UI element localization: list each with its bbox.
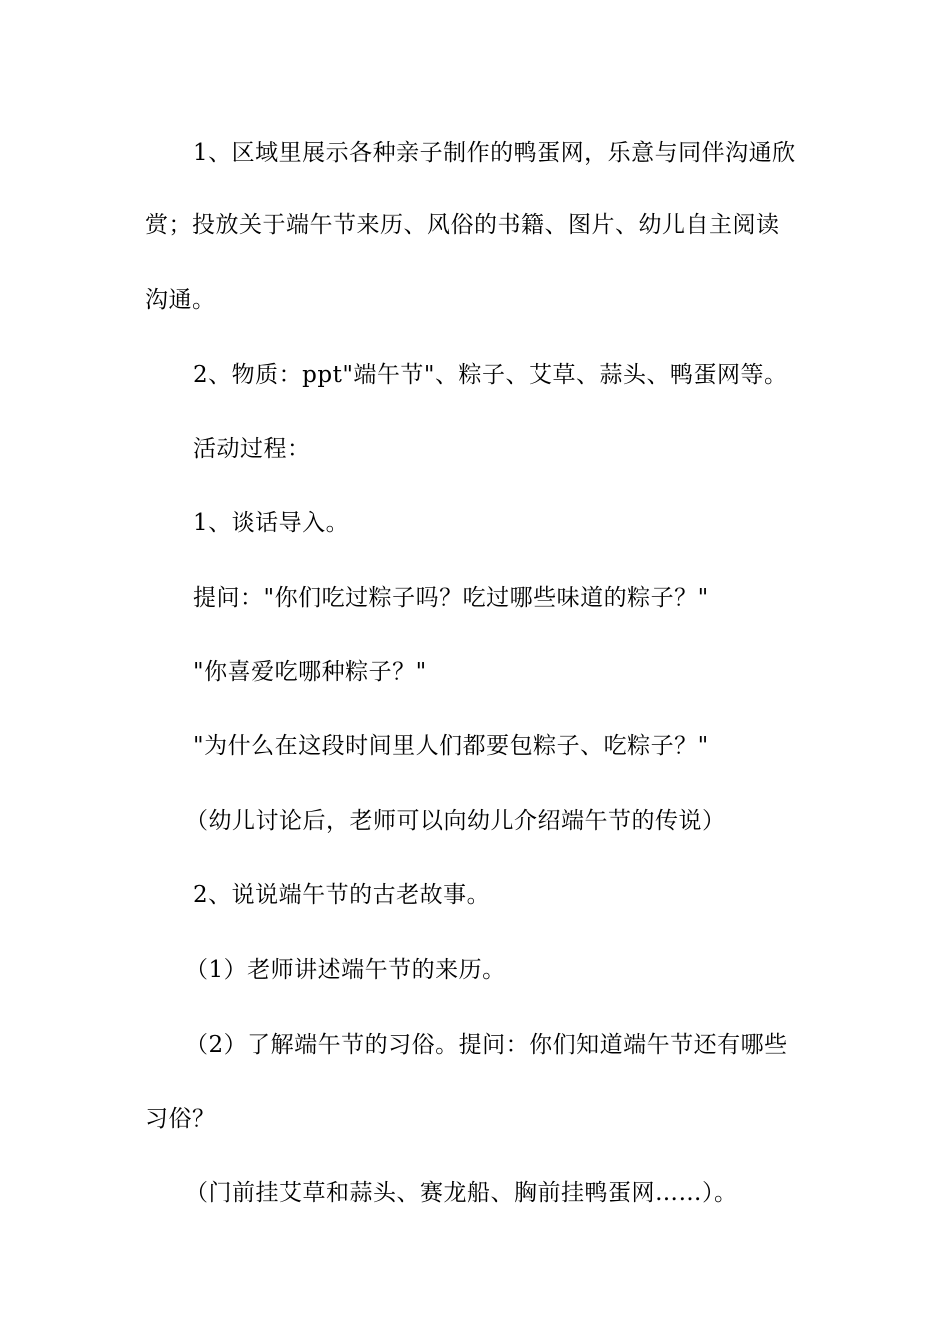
section-heading: 活动过程： [193, 436, 311, 462]
paragraph-line: （门前挂艾草和蒜头、赛龙船、胸前挂鸭蛋网……）。 [185, 1180, 738, 1206]
paragraph-line: （2）了解端午节的习俗。提问：你们知道端午节还有哪些 [185, 1032, 788, 1058]
paragraph-line: 1、区域里展示各种亲子制作的鸭蛋网，乐意与同伴沟通欣 [193, 140, 796, 166]
paragraph-line: （1）老师讲述端午节的来历。 [185, 957, 506, 983]
paragraph-line: 习俗？ [145, 1106, 216, 1132]
paragraph-line: （幼儿讨论后，老师可以向幼儿介绍端午节的传说） [185, 808, 726, 834]
paragraph-line: "为什么在这段时间里人们都要包粽子、吃粽子？" [193, 733, 709, 759]
paragraph-line: "你喜爱吃哪种粽子？" [193, 659, 427, 685]
paragraph-line: 沟通。 [145, 287, 216, 313]
paragraph-line: 2、说说端午节的古老故事。 [193, 882, 491, 908]
paragraph-line: 赏；投放关于端午节来历、风俗的书籍、图片、幼儿自主阅读 [145, 212, 780, 238]
paragraph-line: 提问："你们吃过粽子吗？吃过哪些味道的粽子？" [193, 585, 709, 611]
paragraph-line: 1、谈话导入。 [193, 510, 350, 536]
paragraph-line: 2、物质：ppt"端午节"、粽子、艾草、蒜头、鸭蛋网等。 [193, 362, 788, 388]
